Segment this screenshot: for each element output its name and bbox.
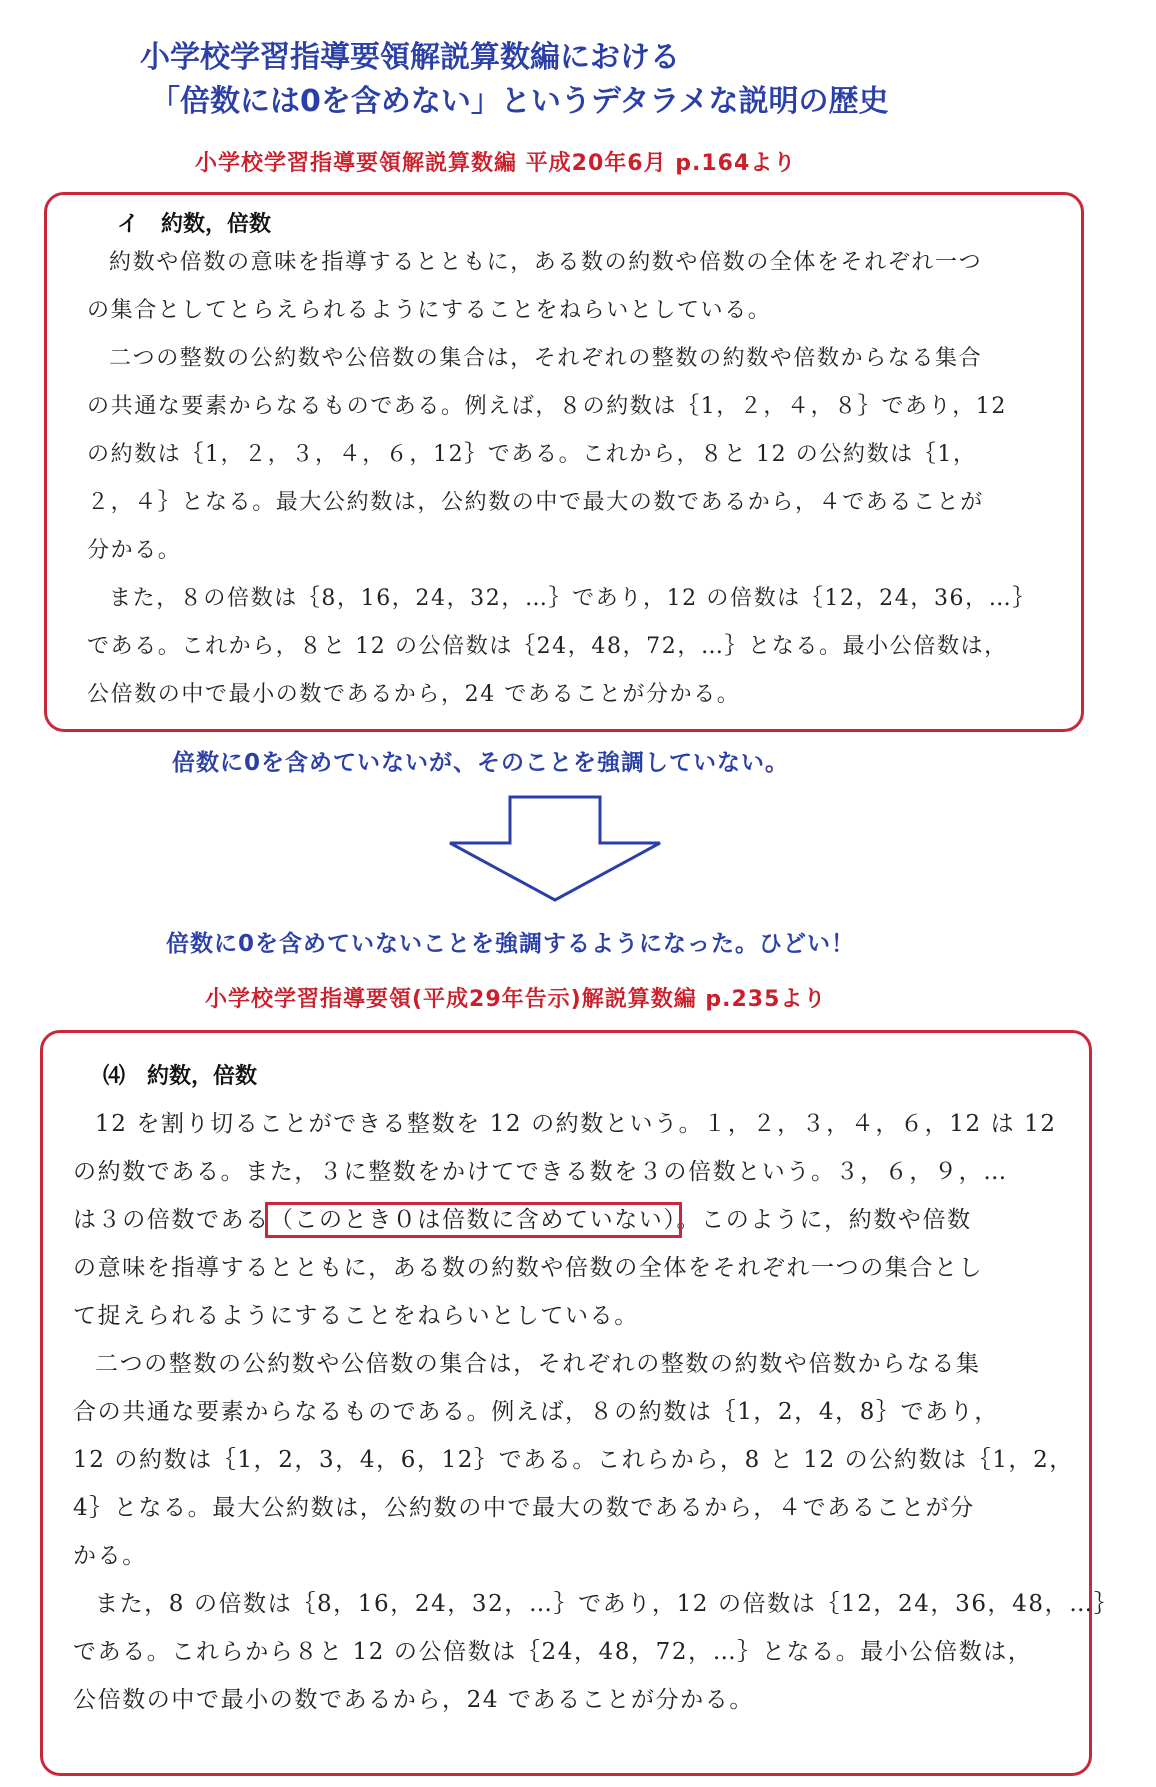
section-heading-2017: ⑷ 約数，倍数	[103, 1064, 258, 1089]
text-line: 合の共通な要素からなるものである。例えば，８の約数は｛1，2，4，8｝であり，	[73, 1399, 999, 1425]
text-line: また，８の倍数は｛8，16，24，32，…｝であり，12 の倍数は｛12，24，36，…｝	[109, 586, 1036, 611]
text-line: の意味を指導するとともに，ある数の約数や倍数の全体をそれぞれ一つの集合とし	[73, 1255, 984, 1281]
text-line: また，8 の倍数は｛8，16，24，32，…｝であり，12 の倍数は｛12，24，36，48，…｝	[95, 1591, 1119, 1617]
source-2017: 小学校学習指導要領(平成29年告示)解説算数編 p.235より	[205, 987, 827, 1012]
text-line: 分かる。	[87, 538, 182, 563]
title-line-2: 「倍数には0を含めない」というデタラメな説明の歴史	[150, 84, 889, 119]
text-line: の約数である。また，３に整数をかけてできる数を３の倍数という。３，６，９，…	[73, 1159, 1008, 1185]
text-line: ２，４｝となる。最大公約数は，公約数の中で最大の数であるから，４であることが	[87, 490, 984, 515]
text-line: 二つの整数の公約数や公倍数の集合は，それぞれの整数の約数や倍数からなる集	[95, 1351, 981, 1377]
note-not-emphasized: 倍数に0を含めていないが、そのことを強調していない。	[172, 750, 790, 776]
excerpt-box-2017	[40, 1030, 1119, 1776]
source-2008: 小学校学習指導要領解説算数編 平成20年6月 p.164より	[195, 151, 797, 176]
excerpt-box-2008	[44, 192, 1084, 732]
text-line: の共通な要素からなるものである。例えば，８の約数は｛1，２，４，８｝であり，12	[87, 394, 1007, 419]
text-line: 二つの整数の公約数や公倍数の集合は，それぞれの整数の約数や倍数からなる集合	[109, 346, 983, 371]
text-line: 公倍数の中で最小の数であるから，24 であることが分かる。	[87, 682, 741, 707]
text-segment: 。このように，約数や倍数	[676, 1207, 972, 1233]
text-line: 約数や倍数の意味を指導するとともに，ある数の約数や倍数の全体をそれぞれ一つ	[109, 250, 983, 275]
text-line: 12 を割り切ることができる整数を 12 の約数という。１，２，３，４，６，12 は 12	[95, 1111, 1057, 1137]
text-line: の約数は｛1，２，３，４，６，12｝である。これから，８と 12 の公約数は｛1，	[87, 442, 977, 467]
text-line	[73, 1201, 972, 1234]
text-line: である。これらから８と 12 の公倍数は｛24，48，72，…｝となる。最小公倍数は，	[73, 1639, 1033, 1665]
note-now-emphasized: 倍数に0を含めていないことを強調するようになった。ひどい！	[166, 931, 856, 957]
text-segment: は３の倍数である	[73, 1207, 270, 1233]
section-heading-2008: イ 約数，倍数	[117, 212, 272, 237]
text-line: である。これから，８と 12 の公倍数は｛24，48，72，…｝となる。最小公倍数は，	[87, 634, 1008, 659]
text-line: 4｝となる。最大公約数は，公約数の中で最大の数であるから，４であることが分	[73, 1495, 975, 1521]
highlighted-phrase: （このとき０は倍数に含めていない）	[269, 1207, 677, 1233]
text-line: かる。	[73, 1543, 147, 1569]
text-line: の集合としてとらえられるようにすることをねらいとしている。	[87, 298, 772, 323]
text-line: て捉えられるようにすることをねらいとしている。	[73, 1303, 639, 1329]
text-line: 公倍数の中で最小の数であるから，24 であることが分かる。	[73, 1687, 754, 1713]
down-arrow-icon	[440, 795, 670, 905]
text-line: 12 の約数は｛1，2，3，4，6，12｝である。これらから，8 と 12 の公約数は｛1，2，	[73, 1447, 1074, 1473]
title-line-1: 小学校学習指導要領解説算数編における	[140, 40, 680, 75]
